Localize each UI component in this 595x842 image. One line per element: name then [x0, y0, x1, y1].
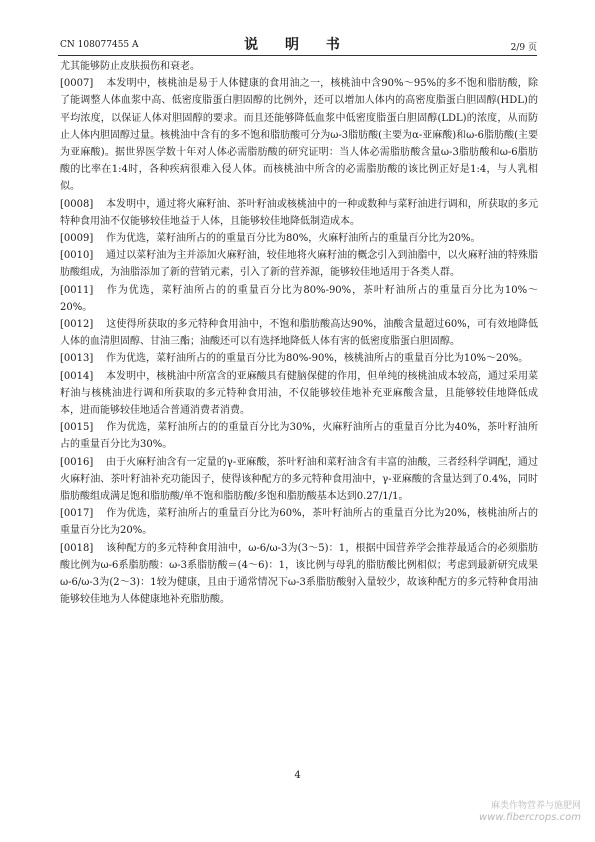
- paragraph-number: [0014]: [60, 370, 94, 382]
- paragraph-text: 本发明中，核桃油是易于人体健康的食用油之一，核桃油中含90%～95%的多不饱和脂肪酸，除了能调整人体血浆中高、低密度脂蛋白胆固醇的比例外，还可以增加人体内的高密度脂蛋白胆固醇(HDL)的平均浓度，以保证人体对胆固醇的要求。而且还能够降低血浆中低密度脂蛋白胆固醇(LDL)的浓度，从而防止人体内胆固醇过量。核桃油中含有的多不饱和脂肪酸可分为ω-3脂肪酸(主要为α-亚麻酸)和ω-6脂肪酸(主要为亚麻酸)。据世界医学数十年对人体必需脂肪酸的研究证明：当人体必需脂肪酸含量ω-3脂肪酸和ω-6脂肪酸的比率在1:4时，各种疾病很难入侵人体。而核桃油中所含的必需脂肪酸的该比例正好是1:4，与人乳相似。: [60, 78, 538, 193]
- paragraph: [60, 247, 538, 281]
- paragraph-number: [0010]: [60, 250, 94, 262]
- document-type-title: 说 明 书: [244, 37, 351, 53]
- paragraph-number: [0012]: [60, 319, 94, 331]
- paragraph-number: [0017]: [60, 508, 94, 520]
- paragraph-number: [0011]: [60, 284, 94, 296]
- paragraph-number: [0013]: [60, 353, 94, 365]
- paragraph-number: [0016]: [60, 456, 94, 468]
- paragraph-text: 作为优选，菜籽油所占的的重量百分比为30%，火麻籽油所占的重量百分比为40%，茶叶籽油所占的重量百分比为30%。: [60, 422, 538, 451]
- paragraph-number: [0018]: [60, 542, 94, 554]
- paragraph-text: 本发明中，通过将火麻籽油、茶叶籽油或核桃油中的一种或数种与菜籽油进行调和，所获取的多元特种食用油不仅能够较佳地益于人体，且能够较佳地降低制造成本。: [60, 198, 538, 227]
- paragraph: [60, 505, 538, 539]
- paragraph-text: 该种配方的多元特种食用油中，ω-6/ω-3为(3～5)：1，根据中国营养学会推荐最适合的必须脂肪酸比例为ω-6系脂肪酸：ω-3系脂肪酸＝(4～6)：1，该比例与母乳的脂肪酸比例相似；考虑到最新研究成果ω-6/ω-3为(2～3)：1较为健康，且由于通常情况下ω-3系脂肪酸射入量较少，故该种配方的多元特种食用油能够较佳地为人体健康地补充脂肪酸。: [60, 542, 538, 606]
- paragraph-number: [0009]: [60, 233, 94, 245]
- paragraph: [60, 196, 538, 230]
- paragraph-number: [0007]: [60, 78, 94, 90]
- paragraph-number: [0008]: [60, 198, 94, 210]
- paragraph-continuation: [60, 58, 538, 75]
- paragraph-text: 作为优选，菜籽油所占的的重量百分比为80%-90%，核桃油所占的重量百分比为10%～20%。: [106, 353, 529, 365]
- paragraph: [60, 454, 538, 506]
- paragraph: [60, 316, 538, 350]
- paragraph-text: 作为优选，菜籽油所占的重量百分比为60%，茶叶籽油所占的重量百分比为20%，核桃油所占的重量百分比为20%。: [60, 508, 538, 537]
- watermark: [479, 800, 581, 824]
- paragraph-text: 作为优选，菜籽油所占的的重量百分比为80%-90%，茶叶籽油所占的重量百分比为10%～20%。: [60, 284, 538, 313]
- paragraph: [60, 419, 538, 453]
- paragraph: [60, 75, 538, 195]
- paragraph: [60, 230, 538, 247]
- paragraph-text: 通过以菜籽油为主并添加火麻籽油，较佳地将火麻籽油的概念引入到油脂中，以火麻籽油的特殊脂肪酸组成，为油脂添加了新的营销元素，引入了新的营养源，能够较佳地适用于各类人群。: [60, 250, 538, 279]
- watermark-site-name: 麻类作物营养与施肥网: [490, 801, 581, 811]
- page-header: [0, 0, 595, 58]
- header-divider: [58, 55, 537, 56]
- watermark-url: www.fibercrops.com: [479, 812, 581, 823]
- paragraph-text: 尤其能够防止皮肤损伤和衰老。: [60, 61, 200, 72]
- paragraph-text: 本发明中，核桃油中所富含的亚麻酸具有健脑保健的作用，但单纯的核桃油成本较高，通过采用菜籽油与核桃油进行调和所获取的多元特种食用油，不仅能够较佳地补充亚麻酸含量，且能够较佳地降低成本，进而能够较佳地适合普通消费者消费。: [60, 370, 538, 417]
- paragraph-text: 作为优选，菜籽油所占的的重量百分比为80%，火麻籽油所占的重量百分比为20%。: [106, 233, 481, 245]
- paragraph-text: 由于火麻籽油含有一定量的γ-亚麻酸，茶叶籽油和菜籽油含有丰富的油酸，三者经科学调配，通过火麻籽油、茶叶籽油补充功能因子，使得该种配方的多元特种食用油中，γ-亚麻酸的含量达到了0.4%，同时脂肪酸组成满足饱和脂肪酸/单不饱和脂肪酸/多饱和脂肪酸基本达到0.27/1/1。: [60, 456, 538, 503]
- page-indicator: 2/9 页: [510, 43, 537, 53]
- patent-number: CN 108077455 A: [60, 40, 139, 50]
- paragraph: [60, 350, 538, 367]
- document-body: [60, 58, 538, 609]
- paragraph-number: [0015]: [60, 422, 94, 434]
- paragraph: [60, 540, 538, 609]
- page-number: 4: [294, 770, 301, 781]
- paragraph: [60, 368, 538, 420]
- paragraph-text: 这使得所获取的多元特种食用油中，不饱和脂肪酸高达90%，油酸含量超过60%，可有效地降低人体的血清胆固醇、甘油三酯；油酸还可以有选择地降低人体有害的低密度脂蛋白胆固醇。: [60, 319, 538, 348]
- paragraph: [60, 282, 538, 316]
